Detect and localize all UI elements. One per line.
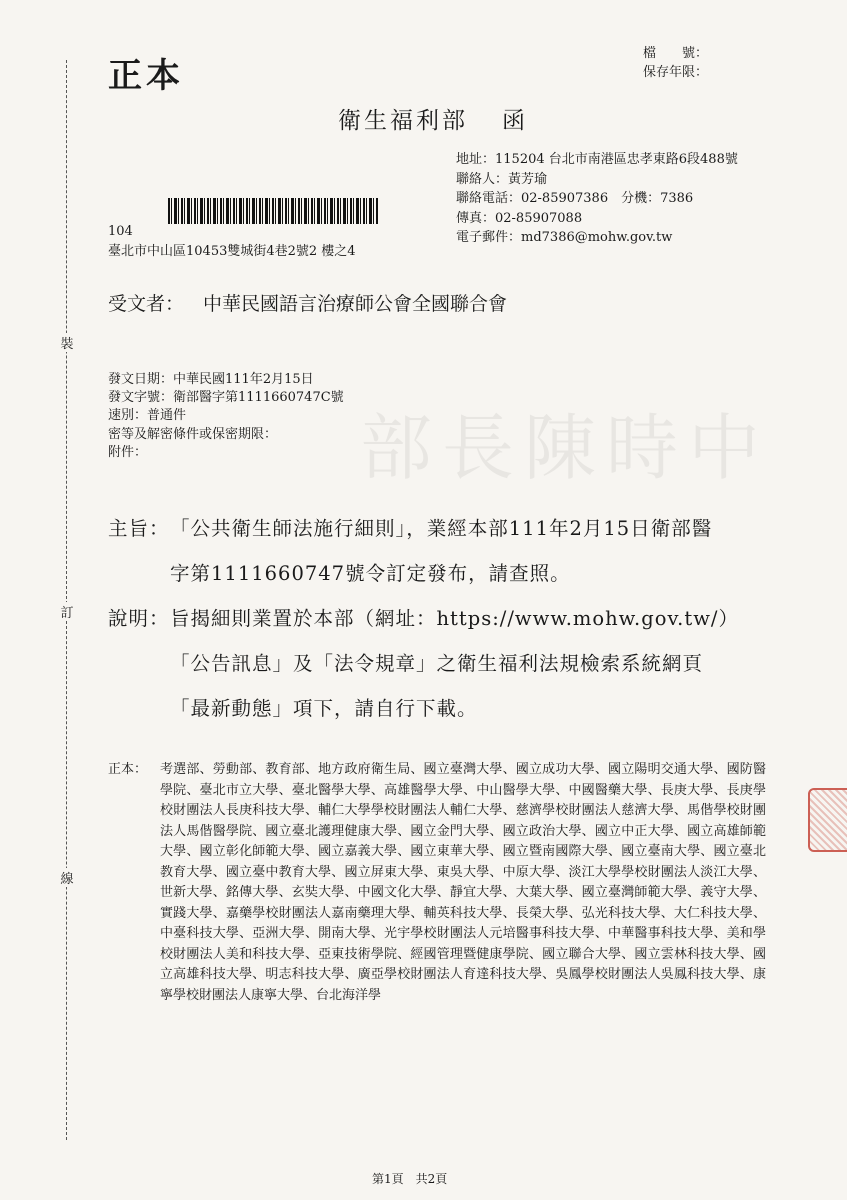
explanation-line-3: 「最新動態」項下，請自行下載。 [170, 697, 478, 720]
subject-line-2: 字第1111660747號令訂定發布，請查照。 [170, 562, 571, 585]
document-meta [108, 371, 344, 462]
binding-mark-middle: 訂 [60, 602, 74, 621]
document-number: 發文字號：衛部醫字第1111660747C號 [108, 390, 344, 406]
recipient-value: 中華民國語言治療師公會全國聯合會 [203, 293, 508, 315]
file-number: 檔 號： [643, 46, 709, 61]
binding-mark-bottom: 線 [60, 868, 74, 887]
document-type: 函 [502, 108, 528, 134]
explanation-line-1: 旨揭細則業置於本部（網址：https://www.mohw.gov.tw/） [170, 607, 739, 630]
contact-person: 聯絡人：黃芳瑜 [456, 171, 548, 187]
faint-watermark: 部長陳時中 [360, 406, 771, 490]
secrecy-level: 密等及解密條件或保密期限： [108, 426, 278, 442]
attachment: 附件： [108, 444, 148, 460]
copy-label: 正本 [108, 56, 184, 96]
explanation-line-2: 「公告訊息」及「法令規章」之衛生福利法規檢索系統網頁 [170, 652, 704, 675]
contact-email: 電子郵件：md7386@mohw.gov.tw [456, 230, 673, 245]
page-number: 第1頁 共2頁 [372, 1172, 448, 1186]
agency-name: 衛生福利部 [338, 108, 468, 134]
subject-line-1: 「公共衛生師法施行細則」，業經本部111年2月15日衛部醫 [170, 517, 713, 540]
recipient-label: 受文者： [108, 293, 185, 315]
binding-line [66, 60, 67, 1140]
retention-period: 保存年限： [643, 65, 709, 80]
mailing-zip: 104 [108, 224, 133, 239]
contact-phone: 聯絡電話：02-85907386 分機：7386 [456, 191, 694, 206]
barcode [168, 198, 378, 224]
binding-mark-top: 裝 [60, 333, 74, 352]
issue-date: 發文日期：中華民國111年2月15日 [108, 372, 314, 387]
subject-label: 主旨： [108, 517, 170, 540]
explanation-label: 說明： [108, 607, 170, 630]
cc-recipients: 考選部、勞動部、教育部、地方政府衛生局、國立臺灣大學、國立成功大學、國立陽明交通大學、國防醫學院、臺北市立大學、臺北醫學大學、高雄醫學大學、中山醫學大學、中國醫藥大學、長庚大學、長庚學校財團法人長庚科技大學、輔仁大學學校財團法人輔仁大學、慈濟學校財團法人慈濟大學、馬偕學校財團法人馬偕醫學院、國立臺北護理健康大學、國立金門大學、國立政治大學、國立中正大學、國立高雄師範大學、國立彰化師範大學、國立嘉義大學、國立東華大學、國立暨南國際大學、國立臺南大學、國立臺北教育大學、國立臺中教育大學、國立屏東大學、東吳大學、中原大學、淡江大學學校財團法人淡江大學、世新大學、銘傳大學、玄奘大學、中國文化大學、靜宜大學、大葉大學、國立臺灣師範大學、義守大學、實踐大學、嘉藥學校財團法人嘉南藥理大學、輔英科技大學、長榮大學、弘光科技大學、大仁科技大學、中臺科技大學、亞洲大學、開南大學、光宇學校財團法人元培醫事科技大學、中華醫事科技大學、美和學校財團法人美和科技大學、亞東技術學院、經國管理暨健康學院、國立聯合大學、國立雲林科技大學、國立高雄科技大學、明志科技大學、廣亞學校財團法人育達科技大學、吳鳳學校財團法人吳鳳科技大學、康寧學校財團法人康寧大學、台北海洋學 [160, 762, 766, 1003]
contact-fax: 傳真：02-85907088 [456, 210, 583, 226]
red-seal-stamp [808, 788, 847, 852]
contact-address: 地址：115204 台北市南港區忠孝東路6段488號 [456, 152, 738, 167]
contact-block [456, 150, 738, 248]
mailing-address: 臺北市中山區10453雙城街4巷2號2 樓之4 [108, 244, 356, 259]
delivery-speed: 速別：普通件 [108, 408, 187, 424]
file-info [643, 44, 708, 82]
cc-label: 正本： [108, 762, 148, 777]
document-title [338, 102, 528, 135]
